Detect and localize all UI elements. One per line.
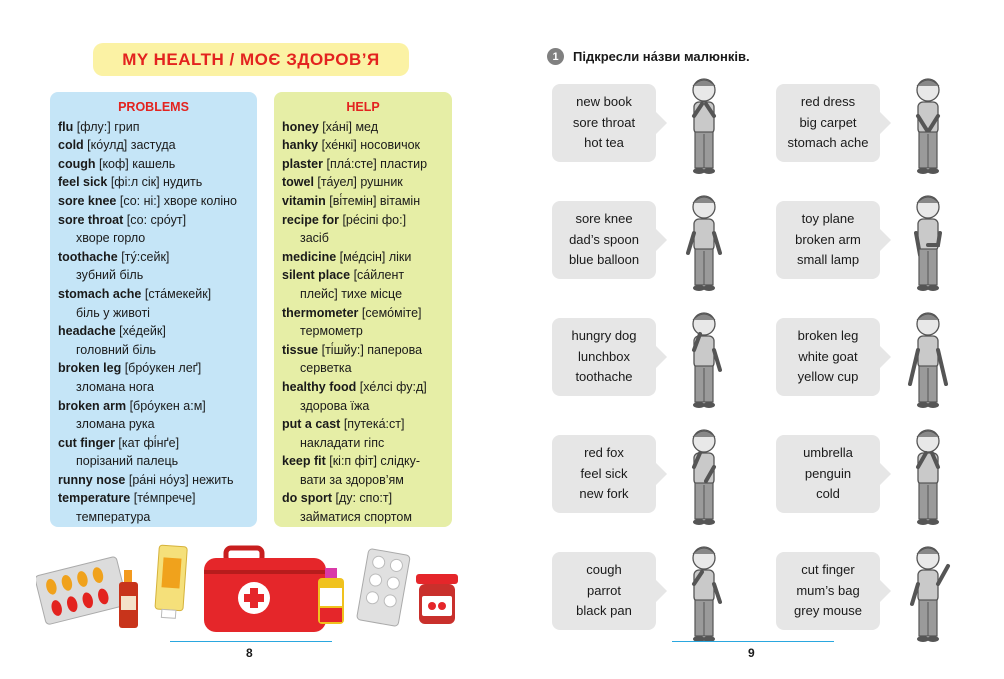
- vocabulary-entry: [282, 248, 444, 267]
- child-toothache-icon: [674, 306, 734, 416]
- vocabulary-entry: [58, 118, 249, 137]
- word-bubble: [776, 201, 880, 279]
- entry-continuation: накладати гіпс: [300, 435, 385, 450]
- entry-translation: [флу:] грип: [73, 119, 140, 134]
- entry-translation: [ре́сіпі фо:]: [338, 212, 407, 227]
- entry-continuation: зломана нога: [76, 379, 154, 394]
- entry-continuation: зубний біль: [76, 268, 144, 283]
- word-option[interactable]: toy plane: [801, 211, 855, 227]
- tablet-blister-pack-icon: [356, 548, 410, 626]
- entry-continuation: порізаний палець: [76, 454, 179, 469]
- page-number: 9: [748, 646, 755, 660]
- word-option[interactable]: white goat: [798, 348, 858, 364]
- entry-translation: [бро́укен леґ]: [121, 361, 202, 376]
- entry-word: stomach ache: [58, 286, 142, 301]
- vocabulary-entry: [58, 155, 249, 174]
- medicine-illustrations: [36, 540, 476, 640]
- entry-translation: [фі:л сік] нудить: [107, 175, 203, 190]
- page-number: 8: [246, 646, 253, 660]
- entry-word: keep fit: [282, 454, 326, 469]
- page-title: MY HEALTH / МОЄ ЗДОРОВ’Я: [93, 43, 409, 76]
- word-option[interactable]: cut finger: [801, 562, 855, 578]
- entry-translation: [ха́ні] мед: [318, 119, 379, 134]
- vocabulary-entry: [58, 434, 249, 471]
- word-card: [552, 435, 668, 513]
- word-option[interactable]: cold: [816, 486, 840, 502]
- word-card: [776, 552, 892, 630]
- vocabulary-entry: [282, 155, 444, 174]
- entry-continuation: хворе горло: [76, 231, 146, 246]
- entry-translation: [коф] кашель: [95, 156, 176, 171]
- entry-translation: [хе́нкі] носовичок: [318, 138, 420, 153]
- word-option[interactable]: small lamp: [796, 252, 860, 268]
- entry-translation: [кат фі́нґе]: [114, 435, 180, 450]
- entry-word: healthy food: [282, 379, 357, 394]
- vocabulary-entry: [282, 452, 444, 489]
- bubble-pointer: [655, 228, 667, 252]
- word-option[interactable]: cough: [586, 562, 622, 578]
- entry-translation: [ту́:сейк]: [117, 249, 170, 264]
- vocabulary-entry: [282, 489, 444, 526]
- bubble-pointer: [879, 579, 891, 603]
- entry-word: put a cast: [282, 417, 341, 432]
- word-card: [552, 552, 668, 630]
- entry-continuation: серветка: [300, 361, 352, 376]
- child-broken-leg-icon: [898, 306, 958, 416]
- vocabulary-entry: [58, 471, 249, 490]
- entry-word: temperature: [58, 491, 131, 506]
- entry-word: toothache: [58, 249, 118, 264]
- entry-continuation: займатися спортом: [300, 510, 412, 525]
- word-card: [776, 84, 892, 162]
- entry-word: sore throat: [58, 212, 124, 227]
- entry-translation: [ста́мекейк]: [141, 286, 212, 301]
- vocabulary-entry: [282, 173, 444, 192]
- word-option[interactable]: sore throat: [572, 114, 636, 130]
- entry-translation: [те́мпрече]: [130, 491, 196, 506]
- entry-word: cold: [58, 138, 84, 153]
- word-option[interactable]: big carpet: [799, 114, 857, 130]
- word-option[interactable]: grey mouse: [794, 603, 862, 619]
- word-option[interactable]: hungry dog: [571, 328, 637, 344]
- problems-list: [58, 118, 249, 527]
- entry-translation: [пла́:сте] пластир: [323, 156, 428, 171]
- bubble-pointer: [655, 462, 667, 486]
- vocabulary-entry: [58, 192, 249, 211]
- word-option[interactable]: red dress: [800, 94, 856, 110]
- vocabulary-entry: [58, 248, 249, 285]
- entry-word: tissue: [282, 342, 319, 357]
- entry-translation: [ду: спо:т]: [332, 491, 393, 506]
- vocabulary-entry: [58, 173, 249, 192]
- problems-heading: PROBLEMS: [118, 100, 189, 114]
- vocabulary-entry: [282, 192, 444, 211]
- vocabulary-entry: [58, 359, 249, 396]
- problems-box: [50, 92, 257, 527]
- word-option[interactable]: parrot: [587, 582, 621, 598]
- bubble-pointer: [879, 462, 891, 486]
- entry-translation: [семо́міте]: [358, 305, 422, 320]
- entry-word: towel: [282, 175, 314, 190]
- entry-continuation: головний біль: [76, 342, 157, 357]
- vocabulary-entry: [282, 136, 444, 155]
- entry-translation: [ті́шйу:] паперова: [318, 342, 423, 357]
- entry-translation: [со: сро́ут]: [123, 212, 187, 227]
- footer-divider: [672, 641, 834, 642]
- entry-word: headache: [58, 324, 116, 339]
- entry-word: silent place: [282, 268, 351, 283]
- word-option[interactable]: new book: [576, 94, 632, 110]
- child-feel-sick-icon: [674, 423, 734, 533]
- word-card: [552, 201, 668, 279]
- child-cold-icon: [898, 423, 958, 533]
- entry-word: broken leg: [58, 361, 122, 376]
- jam-jar-icon: [416, 574, 458, 624]
- entry-word: recipe for: [282, 212, 339, 227]
- bubble-pointer: [879, 111, 891, 135]
- word-option[interactable]: new fork: [579, 486, 629, 502]
- word-option[interactable]: blue balloon: [568, 252, 640, 268]
- word-option[interactable]: dad’s spoon: [569, 231, 639, 247]
- vocabulary-entry: [58, 489, 249, 526]
- pill-blister-pack-icon: [36, 556, 128, 625]
- entry-word: broken arm: [58, 398, 127, 413]
- child-sore-throat-icon: [674, 72, 734, 182]
- word-bubble: [552, 552, 656, 630]
- vocabulary-entry: [282, 118, 444, 137]
- word-option[interactable]: toothache: [575, 369, 633, 385]
- vocabulary-entry: [282, 266, 444, 303]
- word-option[interactable]: sore knee: [575, 211, 633, 227]
- word-bubble: [552, 84, 656, 162]
- word-card: [776, 435, 892, 513]
- help-list: [282, 118, 444, 527]
- entry-word: thermometer: [282, 305, 359, 320]
- vocabulary-entry: [282, 211, 444, 248]
- word-option[interactable]: broken arm: [795, 231, 861, 247]
- entry-continuation: температура: [76, 510, 151, 525]
- entry-continuation: здорова їжа: [300, 398, 370, 413]
- word-option[interactable]: yellow cup: [797, 369, 859, 385]
- entry-word: honey: [282, 119, 319, 134]
- word-bubble: [776, 318, 880, 396]
- vocabulary-entry: [58, 322, 249, 359]
- exercise-instruction: [547, 48, 750, 65]
- entry-word: sore knee: [58, 193, 117, 208]
- entry-translation: [ра́ні но́уз] нежить: [125, 472, 234, 487]
- vocabulary-entry: [282, 341, 444, 378]
- word-bubble: [776, 435, 880, 513]
- vocabulary-entry: [58, 136, 249, 155]
- entry-word: do sport: [282, 491, 332, 506]
- entry-translation: [та́уел] рушник: [313, 175, 403, 190]
- instruction-text: Підкресли на́зви малюнків.: [573, 49, 750, 64]
- word-option[interactable]: feel sick: [580, 465, 628, 481]
- word-card: [776, 201, 892, 279]
- entry-continuation: зломана рука: [76, 417, 155, 432]
- word-option[interactable]: umbrella: [803, 445, 853, 461]
- entry-translation: [бро́укен а:м]: [126, 398, 206, 413]
- word-bubble: [552, 201, 656, 279]
- word-bubble: [776, 84, 880, 162]
- vocabulary-entry: [282, 415, 444, 452]
- word-bubble: [552, 435, 656, 513]
- entry-word: cough: [58, 156, 96, 171]
- vocabulary-entry: [282, 304, 444, 341]
- entry-translation: [хе́дейк]: [115, 324, 166, 339]
- entry-word: feel sick: [58, 175, 108, 190]
- word-option[interactable]: mum’s bag: [796, 582, 860, 598]
- bubble-pointer: [879, 228, 891, 252]
- child-cut-finger-icon: [898, 540, 958, 650]
- entry-word: medicine: [282, 249, 337, 264]
- bubble-pointer: [879, 345, 891, 369]
- entry-translation: [со: ні:] хворе коліно: [116, 193, 237, 208]
- child-stomach-ache-icon: [898, 72, 958, 182]
- word-option[interactable]: hot tea: [584, 135, 624, 151]
- bubble-pointer: [655, 111, 667, 135]
- word-option[interactable]: stomach ache: [787, 135, 869, 151]
- entry-continuation: засіб: [300, 231, 329, 246]
- word-option[interactable]: penguin: [804, 465, 852, 481]
- child-sore-knee-icon: [674, 189, 734, 299]
- word-option[interactable]: lunchbox: [577, 348, 631, 364]
- help-box: [274, 92, 452, 527]
- entry-translation: [путека́:ст]: [340, 417, 405, 432]
- entry-word: plaster: [282, 156, 323, 171]
- entry-translation: [ко́улд] застуда: [83, 138, 176, 153]
- help-heading: HELP: [346, 100, 380, 114]
- entry-word: runny nose: [58, 472, 126, 487]
- word-card: [552, 84, 668, 162]
- entry-word: flu: [58, 119, 74, 134]
- entry-continuation: біль у животі: [76, 305, 150, 320]
- first-aid-kit-icon: [204, 548, 326, 632]
- child-broken-arm-icon: [898, 189, 958, 299]
- word-option[interactable]: black pan: [576, 603, 632, 619]
- word-bubble: [776, 552, 880, 630]
- entry-translation: [кі:п фіт] слідку-: [325, 454, 421, 469]
- word-bubble: [552, 318, 656, 396]
- entry-translation: [ві́темін] вітамін: [325, 193, 421, 208]
- entry-word: hanky: [282, 138, 319, 153]
- entry-word: vitamin: [282, 193, 326, 208]
- entry-translation: [ме́дсін] ліки: [336, 249, 412, 264]
- child-cough-icon: [674, 540, 734, 650]
- bubble-pointer: [655, 345, 667, 369]
- entry-word: cut finger: [58, 435, 115, 450]
- word-card: [552, 318, 668, 396]
- entry-translation: [са́йлент: [350, 268, 405, 283]
- vocabulary-entry: [282, 378, 444, 415]
- vocabulary-entry: [58, 285, 249, 322]
- word-option[interactable]: broken leg: [797, 328, 859, 344]
- word-option[interactable]: red fox: [584, 445, 624, 461]
- ointment-tube-icon: [154, 545, 187, 619]
- entry-continuation: вати за здоров’ям: [300, 472, 404, 487]
- entry-continuation: плейс] тихе місце: [300, 286, 403, 301]
- entry-continuation: термометр: [300, 324, 363, 339]
- footer-divider: [170, 641, 332, 642]
- entry-translation: [хе́лсі фу:д]: [356, 379, 427, 394]
- word-card: [776, 318, 892, 396]
- exercise-number: 1: [547, 48, 564, 65]
- bubble-pointer: [655, 579, 667, 603]
- vocabulary-entry: [58, 211, 249, 248]
- vocabulary-entry: [58, 397, 249, 434]
